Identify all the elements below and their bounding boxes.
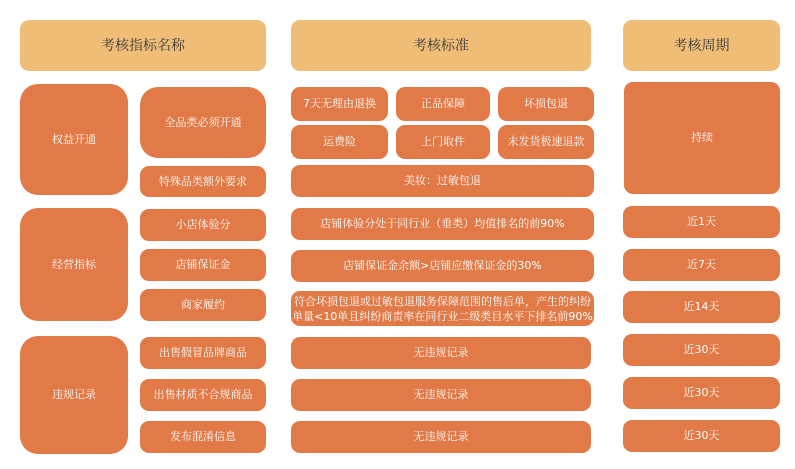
period-1-label: 近1天 xyxy=(687,215,716,228)
indicator-merchant-fulfillment-label: 商家履约 xyxy=(181,298,225,311)
category-violation-label: 违规记录 xyxy=(52,388,96,401)
standard-seven-day xyxy=(291,87,388,121)
header-indicator-name xyxy=(20,20,266,71)
indicator-all-category xyxy=(140,87,266,158)
category-violation xyxy=(20,336,128,454)
standard-experience-rank-label: 店铺体验分处于同行业（垂类）均值排名的前90% xyxy=(320,217,565,230)
header-standard-label: 考核标准 xyxy=(413,37,469,54)
standard-no-violation-1 xyxy=(291,337,591,369)
period-3-label: 近14天 xyxy=(683,300,720,313)
standard-fast-refund-label: 未发货极速退款 xyxy=(507,135,585,148)
period-ongoing xyxy=(624,82,780,194)
period-2-label: 近7天 xyxy=(687,258,716,271)
standard-deposit-rule-label: 店铺保证金余额>店铺应缴保证金的30% xyxy=(343,259,542,272)
standard-genuine xyxy=(396,87,490,121)
standard-pickup xyxy=(396,125,490,159)
indicator-substandard-label: 出售材质不合规商品 xyxy=(153,388,253,401)
standard-deposit-rule xyxy=(291,250,594,282)
period-6 xyxy=(623,420,780,452)
standard-beauty xyxy=(291,165,594,197)
indicator-counterfeit xyxy=(140,337,266,369)
standard-shipping-insurance-label: 运费险 xyxy=(323,135,356,148)
period-ongoing-label: 持续 xyxy=(691,131,713,144)
standard-no-violation-2 xyxy=(291,379,591,411)
indicator-special-category xyxy=(140,166,266,197)
standard-no-violation-3-label: 无违规记录 xyxy=(413,430,469,443)
period-2 xyxy=(623,249,780,281)
indicator-all-category-label: 全品类必须开通 xyxy=(164,115,242,129)
standard-pickup-label: 上门取件 xyxy=(421,135,465,148)
standard-fast-refund xyxy=(498,125,594,159)
header-indicator-name-label: 考核指标名称 xyxy=(101,37,185,54)
standard-fulfillment xyxy=(291,291,594,326)
standard-no-violation-1-label: 无违规记录 xyxy=(413,346,469,359)
indicator-merchant-fulfillment xyxy=(140,289,266,321)
indicator-store-deposit-label: 店铺保证金 xyxy=(175,258,231,271)
indicator-misinfo-label: 发布混淆信息 xyxy=(170,430,236,443)
standard-fulfillment-line2: 单量<10单且纠纷商责率在同行业二级类目水平下排名前90% xyxy=(292,309,593,323)
period-1 xyxy=(623,206,780,238)
period-4-label: 近30天 xyxy=(683,343,720,356)
standard-beauty-label: 美妆：过敏包退 xyxy=(404,174,481,187)
period-3 xyxy=(623,291,780,323)
standard-damage-label: 坏损包退 xyxy=(524,97,568,110)
header-standard xyxy=(291,20,591,71)
standard-genuine-label: 正品保障 xyxy=(421,97,465,110)
standard-damage xyxy=(498,87,594,121)
standard-shipping-insurance xyxy=(291,125,388,159)
indicator-substandard xyxy=(140,379,266,411)
standard-fulfillment-line1: 符合坏损包退或过敏包退服务保障范围的售后单，产生的纠纷 xyxy=(294,294,591,308)
standard-seven-day-label: 7天无理由退换 xyxy=(303,97,376,110)
indicator-special-category-label: 特殊品类额外要求 xyxy=(159,174,247,188)
standard-experience-rank xyxy=(291,208,594,240)
indicator-store-deposit xyxy=(140,249,266,281)
indicator-store-experience-label: 小店体验分 xyxy=(175,218,231,231)
standard-no-violation-2-label: 无违规记录 xyxy=(413,388,469,401)
category-rights-label: 权益开通 xyxy=(52,132,96,146)
header-period-label: 考核周期 xyxy=(673,37,730,54)
period-5 xyxy=(623,377,780,409)
header-period xyxy=(623,20,780,71)
indicator-store-experience xyxy=(140,209,266,241)
period-5-label: 近30天 xyxy=(683,386,720,399)
indicator-misinfo xyxy=(140,421,266,453)
period-6-label: 近30天 xyxy=(683,429,720,442)
period-4 xyxy=(623,334,780,366)
category-operation xyxy=(20,208,128,321)
category-operation-label: 经营指标 xyxy=(52,257,96,271)
indicator-counterfeit-label: 出售假冒品牌商品 xyxy=(159,346,247,359)
standard-no-violation-3 xyxy=(291,421,591,453)
category-rights xyxy=(20,84,128,195)
